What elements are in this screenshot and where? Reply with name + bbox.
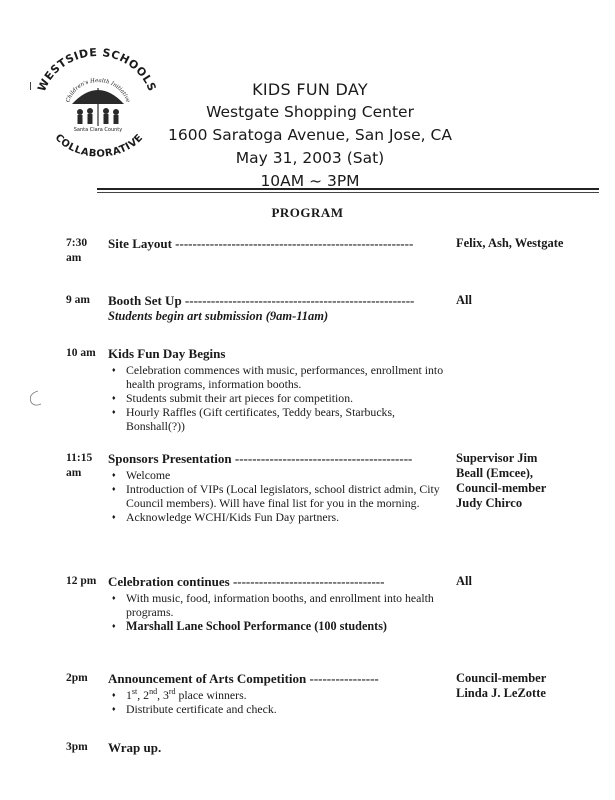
- place-second: 2: [143, 688, 150, 702]
- time-line2: am: [66, 252, 82, 264]
- item-heading: Announcement of Arts Competition ----------------: [108, 671, 379, 686]
- item-responsible: Felix, Ash, Westgate: [456, 236, 564, 250]
- item-list: [108, 363, 446, 433]
- item-time: 9 am: [66, 294, 90, 306]
- item-main: [108, 293, 446, 324]
- event-title: KIDS FUN DAY: [252, 80, 368, 99]
- header-divider-thick: [97, 188, 599, 190]
- list-item: ♦ Welcome: [108, 468, 446, 482]
- event-date: May 31, 2003 (Sat): [235, 149, 385, 167]
- event-venue: Westgate Shopping Center: [206, 103, 414, 121]
- item-main: [108, 574, 446, 633]
- list-item: ♦ Marshall Lane School Performance (100 students): [108, 619, 446, 633]
- list-item: ♦ Celebration commences with music, performances, enrollment into health programs, information booths.: [108, 363, 446, 391]
- item-time: 12 pm: [66, 575, 97, 587]
- svg-text:COLLABORATIVE: [53, 132, 146, 159]
- list-item: ♦ Hourly Raffles (Gift certificates, Teddy bears, Starbucks, Bonshall(?)): [108, 405, 446, 433]
- list-item: ♦ Distribute certificate and check.: [108, 702, 446, 716]
- place-third: 3: [162, 688, 169, 702]
- logo-inner-bottom: Santa Clara County: [73, 127, 123, 133]
- scan-mark: [30, 82, 31, 90]
- place-sep: ,: [157, 688, 163, 702]
- item-list: [108, 591, 446, 633]
- time-line1: 7:30: [66, 237, 88, 249]
- item-heading: Wrap up.: [108, 740, 162, 755]
- item-time: 3pm: [66, 741, 88, 753]
- event-address: 1600 Saratoga Avenue, San Jose, CA: [168, 126, 452, 144]
- item-responsible: All: [456, 293, 472, 307]
- place-first: 1: [126, 688, 132, 702]
- westside-schools-logo: [20, 38, 170, 168]
- item-heading: Booth Set Up -----------------------------------------------------: [108, 293, 415, 308]
- place-rest: place winners.: [175, 688, 247, 702]
- svg-text:WESTSIDE SCHOOLS: [35, 46, 159, 94]
- item-subheading: Students begin art submission (9am-11am): [108, 309, 329, 323]
- item-time: [66, 451, 106, 481]
- list-item: ♦ Acknowledge WCHI/Kids Fun Day partners.: [108, 510, 446, 524]
- item-heading: Celebration continues -----------------------------------: [108, 574, 385, 589]
- item-list: [108, 688, 446, 716]
- header-divider-thin: [97, 192, 599, 193]
- item-main: [108, 236, 446, 251]
- logo-arc-bottom: COLLABORATIVE: [52, 132, 146, 160]
- item-time: 10 am: [66, 347, 96, 359]
- item-main: [108, 451, 446, 524]
- list-item: ♦ Students submit their art pieces for competition.: [108, 391, 446, 405]
- item-heading: Sponsors Presentation -----------------------------------------: [108, 451, 413, 466]
- item-responsible: Supervisor Jim Beall (Emcee), Council-member Judy Chirco: [456, 451, 547, 510]
- time-line2: am: [66, 467, 82, 479]
- item-heading: Site Layout -------------------------------------------------------: [108, 236, 414, 251]
- list-item: ♦ Introduction of VIPs (Local legislators, school district admin, City Council members). Will have final list for you in the morning.: [108, 482, 446, 510]
- item-main: [108, 346, 446, 433]
- item-main: [108, 671, 446, 716]
- item-responsible: Council-member Linda J. LeZotte: [456, 671, 547, 700]
- item-heading: Kids Fun Day Begins: [108, 346, 226, 361]
- item-list: [108, 468, 446, 524]
- logo-inner-top: Children's Health Initiative: [65, 77, 131, 104]
- place-first-suffix: st: [131, 687, 138, 697]
- item-main: [108, 740, 446, 755]
- program-title: PROGRAM: [271, 205, 344, 220]
- scan-mark: [24, 388, 44, 410]
- logo-arc-top: WESTSIDE SCHOOLS: [35, 45, 159, 94]
- item-time: 2pm: [66, 672, 88, 684]
- list-item-place-winners: [108, 688, 446, 702]
- list-item: ♦ With music, food, information booths, and enrollment into health programs.: [108, 591, 446, 619]
- item-responsible: All: [456, 574, 472, 588]
- place-sep: ,: [137, 688, 144, 702]
- time-line1: 11:15: [66, 452, 93, 464]
- event-hours: 10AM ~ 3PM: [260, 172, 360, 190]
- item-time: [66, 236, 106, 266]
- place-second-suffix: nd: [149, 687, 158, 697]
- event-header: [150, 78, 470, 193]
- place-third-suffix: rd: [168, 687, 176, 697]
